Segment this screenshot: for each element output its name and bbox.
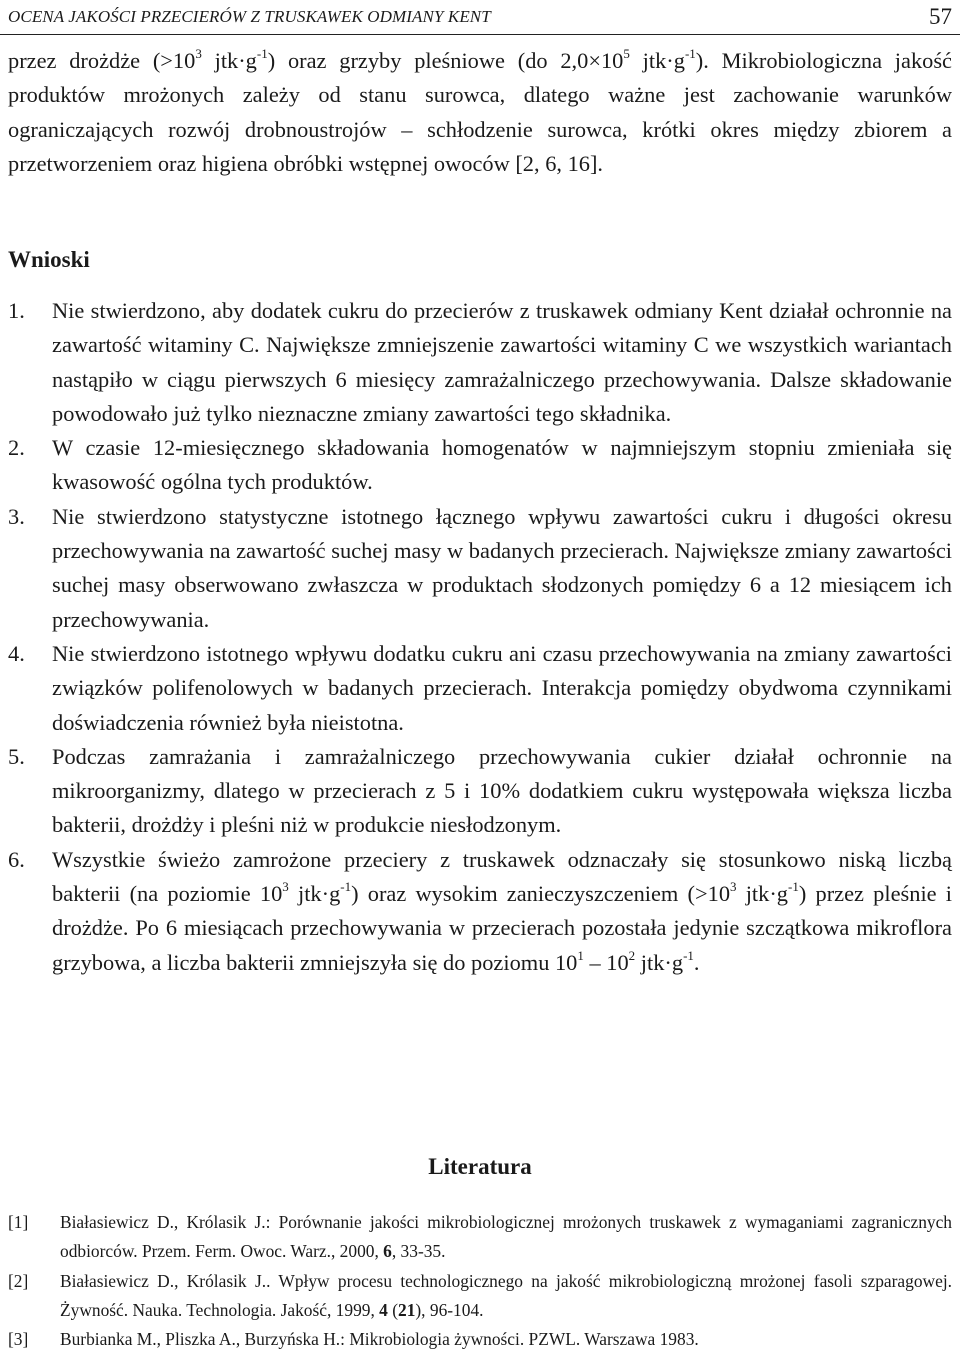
superscript: 3 (282, 879, 289, 895)
intro-text-1: przez drożdże (>10 (8, 48, 196, 73)
page-number: 57 (929, 4, 952, 29)
superscript: 2 (628, 947, 636, 963)
intro-sup-3: 5 (623, 46, 630, 61)
reference-text: Białasiewicz D., Królasik J.: Porównanie jakości mikrobiologicznej mrożonych truskawek z wymaganiami zagranicznych odbiorców. Przem. Ferm. Owoc. Warz., 2000, (60, 1212, 952, 1262)
superscript: -1 (683, 947, 694, 963)
reference-text: Białasiewicz D., Królasik J.. Wpływ procesu technologicznego na jakość mikrobiologiczną mrożonej fasoli szparagowej. Żywność. Nauka. Technologia. Jakość, 1999, (60, 1270, 952, 1320)
reference-text: , 33-35. (391, 1241, 446, 1262)
conclusion-item-5 (8, 740, 952, 843)
header-rule (0, 34, 960, 35)
conclusion-item-6 (8, 843, 952, 980)
conclusion-text-part: ) przez pleśnie i drożdże. Po 6 miesiącach przechowywania w przecierach pozostała jedynie szczątkowa mikroflora grzybowa, a liczba bakterii zmniejszyła się do poziomu 10 (52, 881, 953, 975)
running-head-title: OCENA JAKOŚCI PRZECIERÓW Z TRUSKAWEK ODMIANY KENT (8, 7, 491, 26)
intro-sup-1: 3 (195, 46, 202, 61)
conclusion-number: 4. (8, 640, 25, 666)
reference-text: ( (387, 1299, 398, 1320)
reference-text: ), 96-104. (415, 1299, 484, 1320)
conclusion-number: 2. (8, 435, 25, 461)
superscript: 1 (577, 947, 584, 963)
intro-paragraph (8, 44, 952, 181)
reference-item-3 (8, 1325, 952, 1354)
superscript: -1 (788, 879, 799, 895)
conclusion-number: 5. (8, 743, 25, 769)
reference-issue: 21 (398, 1299, 416, 1320)
conclusion-number: 1. (8, 298, 25, 323)
intro-text-5: ). Mikrobiologiczna jakość produktów mrożonych zależy od stanu surowca, dlatego ważne jest zachowanie warunków ograniczających rozwój drobnoustrojów – schłodzenie surowca, krótki okres między zbiorem a przetworzeniem oraz higiena obróbki wstępnej owoców [2, 6, 16]. (8, 48, 952, 176)
conclusion-number: 6. (8, 846, 25, 872)
conclusion-item-2 (8, 431, 952, 500)
reference-number: [3] (8, 1329, 29, 1350)
intro-text-3: ) oraz grzyby pleśniowe (do 2,0×10 (267, 48, 624, 73)
intro-text-4: jtk·g (629, 48, 685, 73)
conclusion-text-part: jtk·g (635, 949, 684, 975)
reference-volume: 4 (379, 1299, 388, 1320)
conclusions-list (8, 294, 952, 980)
conclusion-item-3 (8, 500, 952, 637)
literature-heading: Literatura (428, 1154, 532, 1179)
reference-number: [2] (8, 1270, 29, 1291)
conclusion-text: Nie stwierdzono statystyczne istotnego łącznego wpływu zawartości cukru i długości okresu przechowywania na zawartość suchej masy w badanych przecierach. Największe zmiany zawartości suchej masy obserwowano zwłaszcza w produktach słodzonych pomiędzy 6 a 12 miesiącem ich przechowywania. (52, 503, 952, 632)
conclusion-number: 3. (8, 503, 25, 529)
conclusion-text-part: jtk·g (288, 881, 341, 907)
reference-number: [1] (8, 1212, 29, 1232)
conclusion-item-4 (8, 637, 952, 740)
running-head (8, 2, 952, 32)
conclusion-text-part: – 10 (583, 949, 629, 975)
conclusion-text: Podczas zamrażania i zamrażalniczego przechowywania cukier działał ochronnie na mikroorganizmy, dlatego w przecierach z 5 i 10% dodatkiem cukru występowała większa liczba bakterii, drożdży i pleśni niż w produkcie niesłodzonym. (52, 743, 952, 838)
conclusion-text: Nie stwierdzono, aby dodatek cukru do przecierów z truskawek odmiany Kent działał ochronnie na zawartość witaminy C. Największe zmniejszenie zawartości witaminy C we wszystkich wariantach nastąpiło w ciągu pierwszych 6 miesięcy zamrażalniczego przechowywania. Dalsze składowanie powodowało już tylko nieznaczne zmiany zawartości tego składnika. (52, 298, 952, 426)
reference-volume: 6 (383, 1241, 392, 1262)
superscript: -1 (340, 879, 352, 895)
conclusion-text-part: ) oraz wysokim zanieczyszczeniem (>10 (351, 881, 731, 907)
conclusion-text-part: . (693, 949, 700, 975)
reference-item-1 (8, 1208, 952, 1267)
conclusion-text-part: Wszystkie świeżo zamrożone przeciery z truskawek odznaczały się stosunkowo niską liczbą bakterii (na poziomie 10 (52, 846, 952, 907)
reference-list (8, 1208, 952, 1354)
conclusions-heading: Wnioski (8, 247, 90, 272)
conclusion-item-1 (8, 294, 952, 431)
conclusion-text-part: jtk·g (736, 881, 789, 907)
superscript: 3 (730, 879, 737, 895)
intro-sup-2: -1 (256, 46, 268, 61)
conclusion-text: W czasie 12-miesięcznego składowania homogenatów w najmniejszym stopniu zmieniała się kwasowość ogólna tych produktów. (52, 435, 952, 495)
conclusion-text: Nie stwierdzono istotnego wpływu dodatku cukru ani czasu przechowywania na zmiany zawartości związków polifenolowych w badanych przecierach. Interakcja pomiędzy obydwoma czynnikami doświadczenia również była nieistotna. (52, 640, 952, 735)
intro-sup-4: -1 (684, 46, 696, 61)
reference-item-2 (8, 1267, 952, 1326)
reference-text: Burbianka M., Pliszka A., Burzyńska H.: Mikrobiologia żywności. PZWL. Warszawa 1983. (60, 1329, 699, 1350)
intro-text-2: jtk·g (201, 48, 257, 73)
